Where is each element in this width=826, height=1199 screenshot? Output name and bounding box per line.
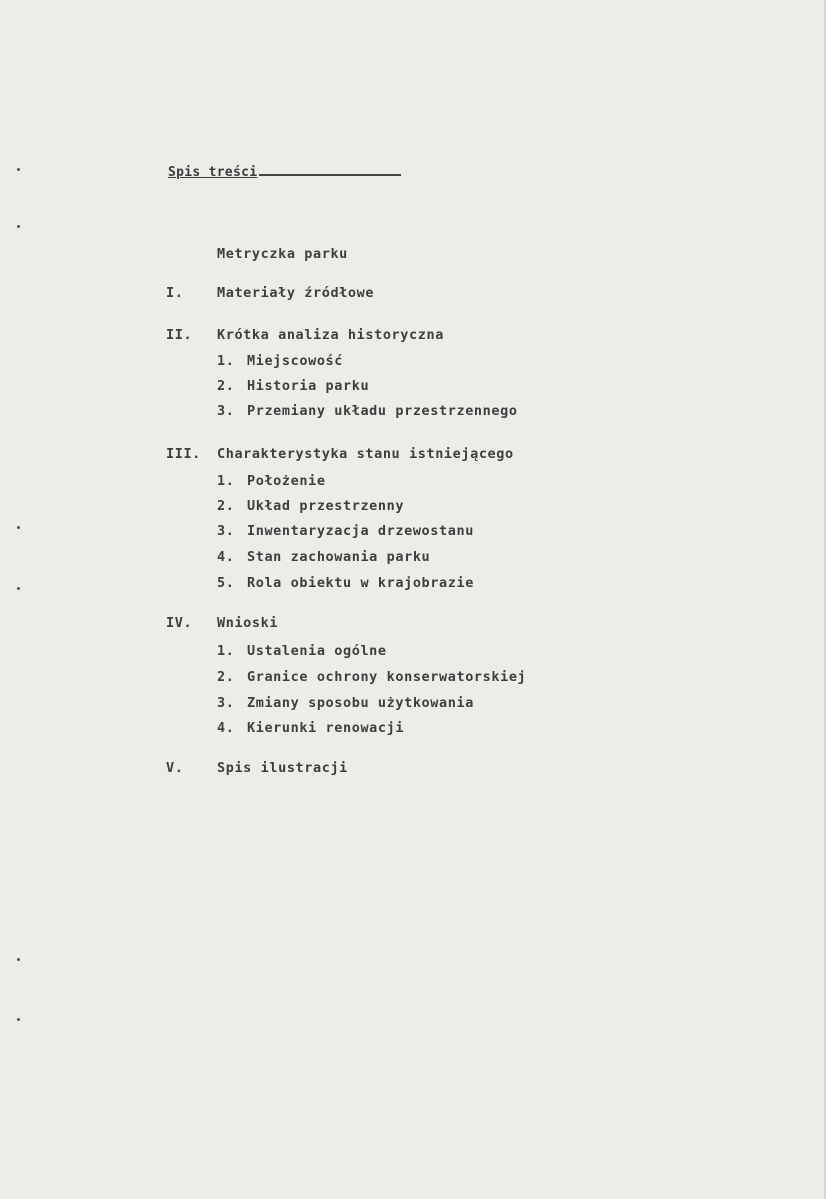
item-label: Położenie [247,473,326,489]
section-number: III. [166,446,201,462]
section-number: V. [166,760,184,776]
item-number: 2. [217,378,235,394]
punch-hole-mark [17,958,20,961]
item-label: Rola obiektu w krajobrazie [247,575,474,591]
section-label: Charakterystyka stanu istniejącego [217,446,514,462]
page-title [168,165,401,180]
item-label: Inwentaryzacja drzewostanu [247,523,474,539]
punch-hole-mark [17,225,20,228]
title-underline [259,174,401,176]
punch-hole-mark [17,168,20,171]
item-number: 2. [217,498,235,514]
section-label: Materiały źródłowe [217,285,375,301]
item-number: 3. [217,523,235,539]
punch-hole-mark [17,526,20,529]
item-label: Miejscowość [247,353,344,369]
item-number: 2. [217,669,235,685]
section-label: Krótka analiza historyczna [217,327,444,343]
item-number: 3. [217,695,235,711]
section-number: IV. [166,615,193,631]
item-number: 4. [217,720,235,736]
item-number: 5. [217,575,235,591]
item-number: 1. [217,473,235,489]
item-label: Granice ochrony konserwatorskiej [247,669,527,685]
item-number: 1. [217,643,235,659]
item-label: Historia parku [247,378,370,394]
item-number: 4. [217,549,235,565]
item-label: Przemiany układu przestrzennego [247,403,518,419]
section-number: II. [166,327,193,343]
item-number: 1. [217,353,235,369]
section-label: Spis ilustracji [217,760,348,776]
item-label: Ustalenia ogólne [247,643,387,659]
section-label: Wnioski [217,615,279,631]
item-label: Zmiany sposobu użytkowania [247,695,474,711]
item-label: Układ przestrzenny [247,498,405,514]
punch-hole-mark [17,1018,20,1021]
item-label: Kierunki renowacji [247,720,405,736]
item-label: Stan zachowania parku [247,549,431,565]
toc-preface: Metryczka parku [217,246,348,262]
section-number: I. [166,285,184,301]
punch-hole-mark [17,587,20,590]
page-title-text: Spis treści [168,165,258,180]
item-number: 3. [217,403,235,419]
